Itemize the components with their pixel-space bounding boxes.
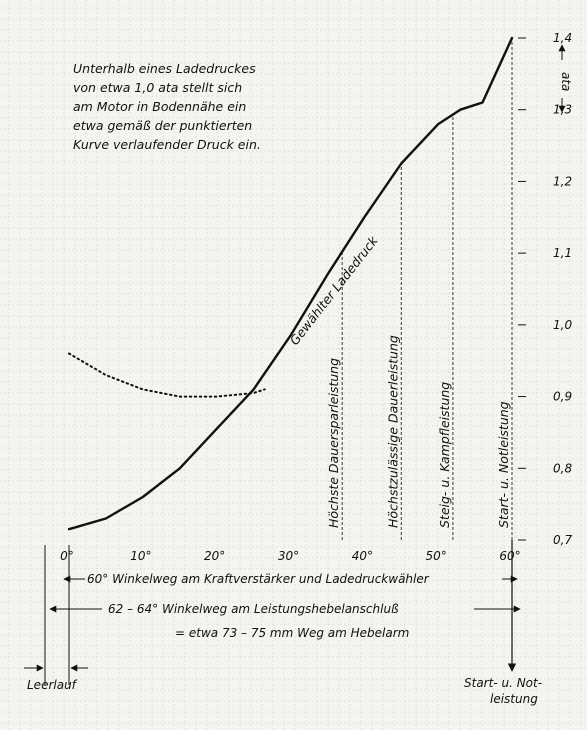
y-tick-label: 1,1 [553, 246, 573, 261]
x-axis-ticks [60, 549, 520, 563]
y-tick-label: 1,4 [553, 31, 573, 45]
start-label-line1: Start- u. Not- [464, 676, 543, 690]
note-line: etwa gemäß der punktierten [73, 118, 253, 133]
y-tick-label: 0,9 [553, 389, 573, 404]
y-tick-label: 1,0 [553, 317, 573, 332]
leerlauf-label: Leerlauf [27, 678, 76, 692]
start-label-line2: leistung [490, 692, 538, 706]
dotted-pressure-curve [69, 354, 265, 397]
x-tick-label: 50° [425, 549, 447, 563]
note-line: Kurve verlaufender Druck ein. [73, 137, 261, 152]
power-setting-label: Start- u. Notleistung [496, 401, 511, 528]
y-tick-label: 1,3 [553, 102, 573, 117]
arrow1-label: 60° Winkelweg am Kraftverstärker und Ladedruckwähler [87, 572, 429, 586]
x-tick-label: 0° [60, 549, 74, 563]
y-tick-label: 0,7 [553, 533, 573, 547]
x-tick-label: 10° [130, 549, 152, 563]
y-tick-label: 1,2 [553, 174, 573, 189]
note-line: von etwa 1,0 ata stellt sich [73, 80, 243, 95]
arrow2-label: 62 – 64° Winkelweg am Leistungshebelanschluß [108, 602, 399, 616]
power-setting-label: Höchstzulässige Dauerleistung [385, 335, 401, 528]
y-tick-label: 0,8 [553, 461, 573, 476]
explanatory-note [73, 61, 261, 152]
note-line: Unterhalb eines Ladedruckes [73, 61, 256, 76]
series-label-gewaehlter-ladedruck: Gewählter Ladedruck [286, 233, 381, 348]
x-tick-label: 20° [204, 549, 226, 563]
x-tick-label: 60° [499, 549, 521, 563]
x-tick-label: 40° [351, 549, 373, 563]
note-line: am Motor in Bodennähe ein [73, 99, 247, 114]
power-setting-label: Steig- u. Kampfleistung [436, 381, 452, 528]
arrow2-sublabel: = etwa 73 – 75 mm Weg am Hebelarm [175, 626, 410, 640]
y-axis-label: ata [559, 72, 573, 92]
x-tick-label: 30° [277, 549, 300, 563]
power-setting-label: Höchste Dauersparleistung [326, 357, 342, 528]
power-setting-lines [326, 38, 512, 540]
